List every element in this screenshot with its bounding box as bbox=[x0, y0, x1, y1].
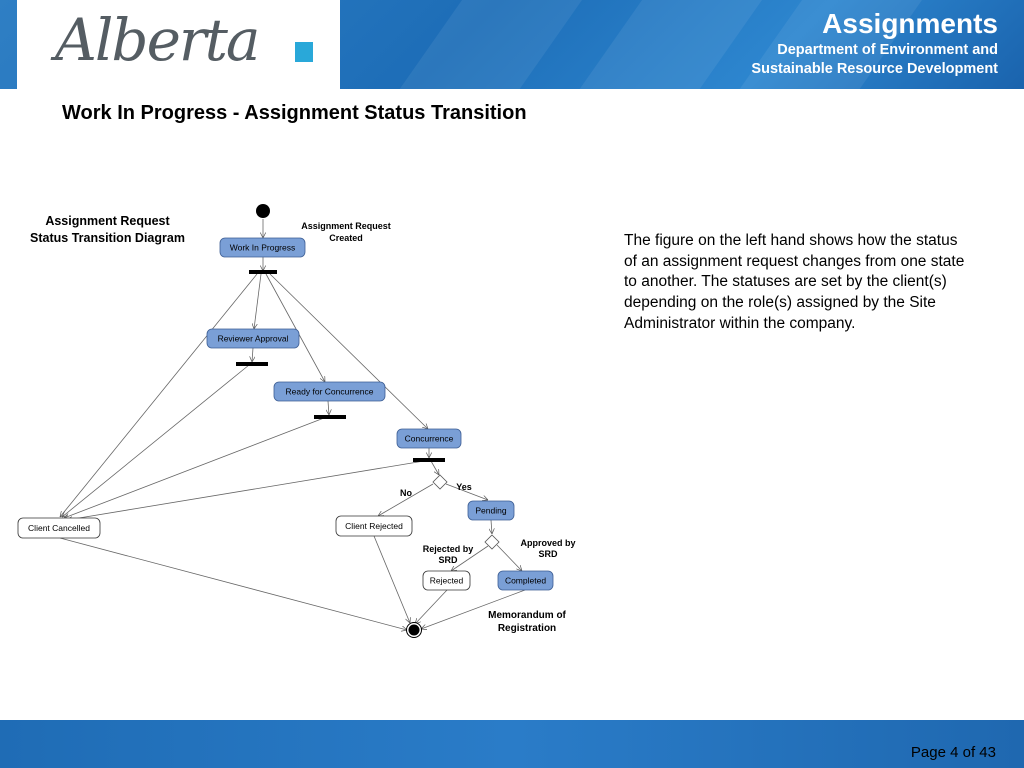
decision-node bbox=[433, 475, 447, 489]
header-title: Assignments bbox=[822, 8, 998, 39]
label-request-created-line1: Assignment Request bbox=[301, 221, 391, 231]
fork-bar bbox=[413, 458, 445, 462]
fork-bar bbox=[249, 270, 277, 274]
label-memorandum-line2: Registration bbox=[497, 623, 557, 634]
label-rejected-by-line1: Rejected by bbox=[422, 544, 474, 554]
state-reviewer-approval bbox=[207, 329, 299, 348]
page-number: Page 4 of 43 bbox=[910, 744, 996, 761]
svg-text:Completed: Completed bbox=[504, 575, 547, 586]
start-node bbox=[256, 204, 270, 218]
state-client-rejected bbox=[336, 516, 412, 536]
svg-text:Client Cancelled: Client Cancelled bbox=[28, 523, 90, 533]
fork-bar bbox=[236, 362, 268, 366]
logo-wordmark: Alberta bbox=[55, 6, 259, 74]
state-completed bbox=[498, 571, 553, 590]
label-yes: Yes bbox=[456, 482, 472, 492]
state-client-cancelled bbox=[18, 518, 100, 538]
label-approved-by-line2: SRD bbox=[538, 549, 558, 559]
label-no: No bbox=[400, 488, 412, 498]
svg-text:Reviewer Approval: Reviewer Approval bbox=[217, 333, 289, 344]
label-approved-by-line1: Approved by bbox=[520, 538, 576, 548]
diagram-caption: Assignment Request Status Transition Diagram bbox=[30, 214, 185, 245]
svg-text:Work In Progress: Work In Progress bbox=[229, 242, 296, 253]
state-concurrence bbox=[397, 429, 461, 448]
header-subtitle-line1: Department of Environment and bbox=[777, 42, 998, 58]
transition-lines bbox=[60, 219, 525, 630]
svg-text:Ready for Concurrence: Ready for Concurrence bbox=[285, 386, 374, 397]
slide-title: Work In Progress - Assignment Status Transition bbox=[62, 102, 527, 124]
state-work-in-progress bbox=[220, 238, 305, 257]
svg-text:Client Rejected: Client Rejected bbox=[345, 521, 403, 531]
label-request-created-line2: Created bbox=[329, 233, 363, 243]
state-pending bbox=[468, 501, 514, 520]
state-ready-for-concurrence bbox=[274, 382, 385, 401]
footer-banner bbox=[0, 720, 1024, 768]
svg-text:Rejected: Rejected bbox=[429, 575, 464, 586]
header-subtitle-line2: Sustainable Resource Development bbox=[751, 61, 998, 77]
svg-text:Concurrence: Concurrence bbox=[404, 433, 454, 444]
fork-bar bbox=[314, 415, 346, 419]
end-node bbox=[409, 625, 420, 636]
svg-text:Pending: Pending bbox=[475, 505, 507, 516]
slide-description: The figure on the left hand shows how the status of an assignment request changes from one state to another. The statuses are set by the client(s) depending on the role(s) assigned by the Site Administrator within the company. bbox=[624, 232, 965, 332]
label-memorandum-line1: Memorandum of bbox=[488, 610, 566, 621]
label-rejected-by-line2: SRD bbox=[438, 555, 458, 565]
state-rejected bbox=[423, 571, 470, 590]
